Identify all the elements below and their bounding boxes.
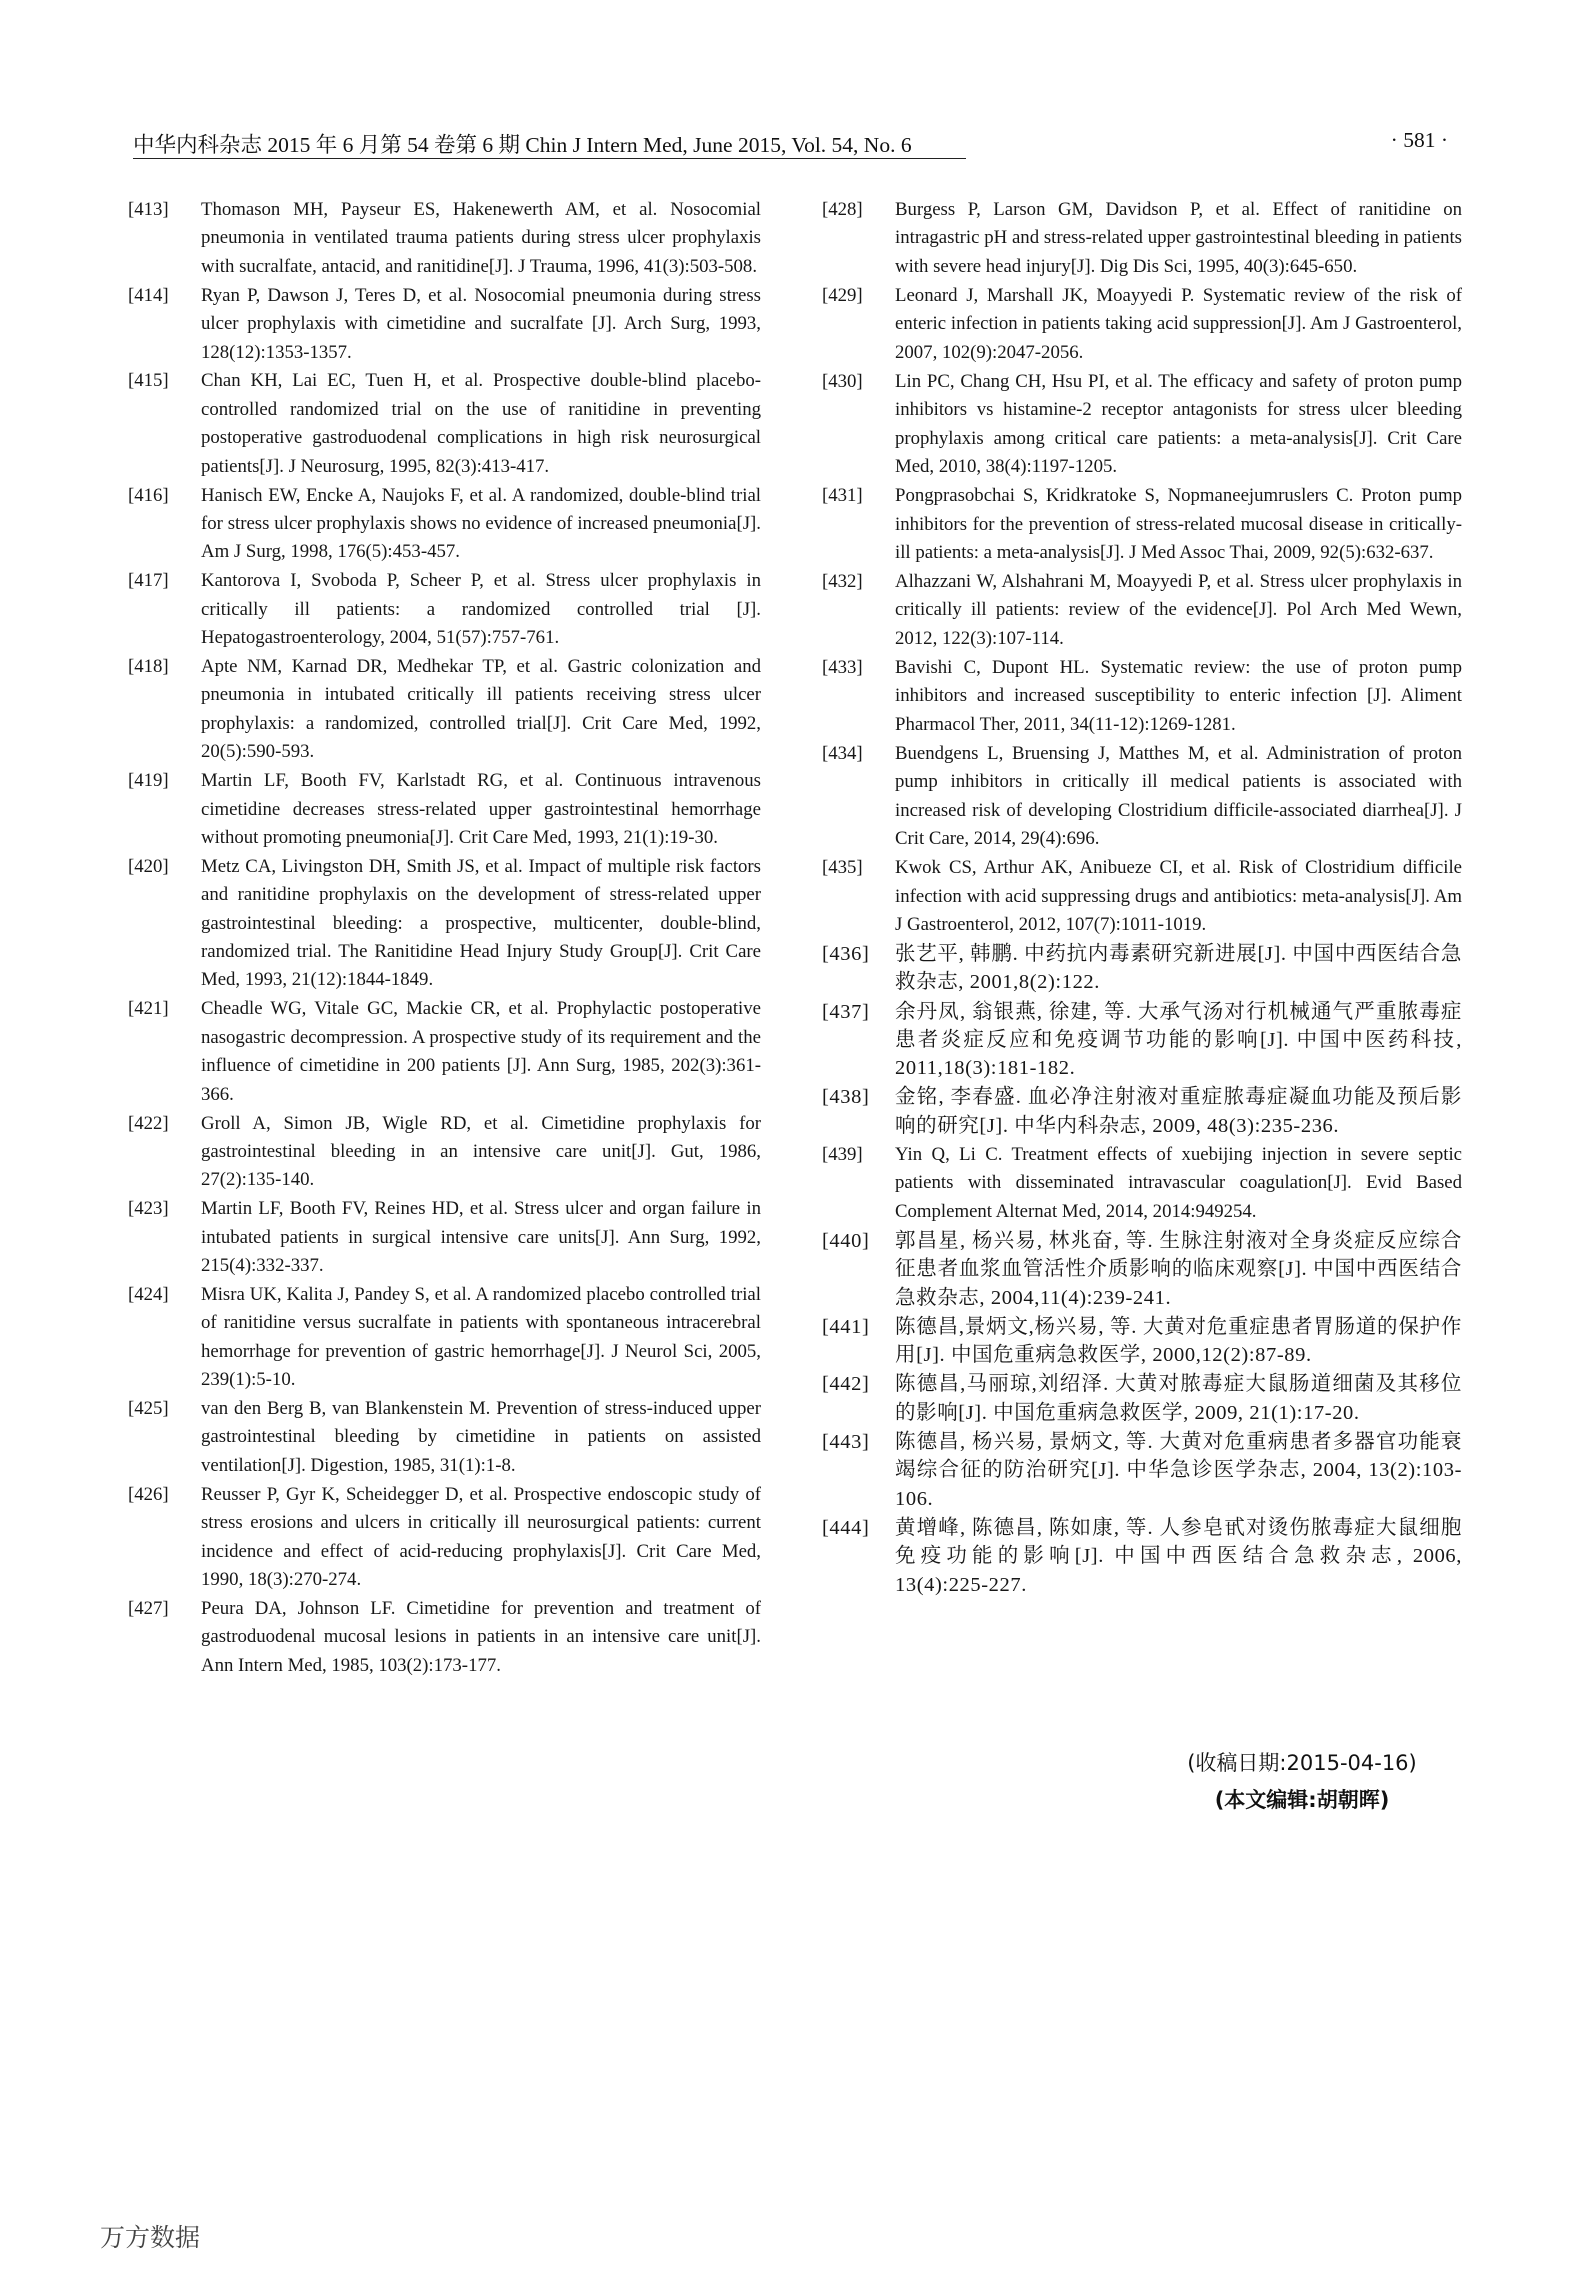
reference-text: Pongprasobchai S, Kridkratoke S, Nopmaneejumruslers C. Proton pump inhibitors for the prevention of stress-related mucosal disease in critically-ill patients: a meta-analysis[J]. J Med Assoc Thai, 2009, 92(5):632-637. bbox=[895, 485, 1462, 563]
reference-number: [429] bbox=[822, 284, 863, 306]
reference-number: [425] bbox=[128, 1398, 169, 1420]
reference-text: Metz CA, Livingston DH, Smith JS, et al. Impact of multiple risk factors and ranitidine prophylaxis on the development of stress-related upper gastrointestinal bleeding: a prospective, multicenter, double-blind, randomized trial. The Ranitidine Head Injury Study Group[J]. Crit Care Med, 1993, 21(12):1844-1849. bbox=[201, 855, 761, 991]
reference-number: [440] bbox=[822, 1229, 870, 1252]
reference-text: Kwok CS, Arthur AK, Anibueze CI, et al. Risk of Clostridium difficile infection with acid suppressing drugs and antibiotics: meta-analysis[J]. Am J Gastroenterol, 2012, 107(7):1011-1019. bbox=[895, 857, 1462, 935]
reference-item bbox=[822, 282, 1462, 367]
reference-item bbox=[822, 1428, 1462, 1513]
reference-item bbox=[822, 482, 1462, 567]
reference-item bbox=[822, 654, 1462, 739]
reference-text: Thomason MH, Payseur ES, Hakenewerth AM, et al. Nosocomial pneumonia in ventilated trauma patients during stress ulcer prophylaxis with sucralfate, antacid, and ranitidine[J]. J Trauma, 1996, 41(3):503-508. bbox=[201, 199, 761, 277]
reference-number: [441] bbox=[822, 1315, 870, 1338]
reference-item bbox=[128, 482, 761, 567]
reference-number: [438] bbox=[822, 1086, 870, 1109]
reference-text: van den Berg B, van Blankenstein M. Prevention of stress-induced upper gastrointestinal bleeding by cimetidine in patients on assisted ventilation[J]. Digestion, 1985, 31(1):1-8. bbox=[201, 1398, 761, 1476]
reference-text: 黄增峰, 陈德昌, 陈如康, 等. 人参皂甙对烫伤脓毒症大鼠细胞免疫功能的影响[J]. 中国中西医结合急救杂志, 2006, 13(4):225-227. bbox=[895, 1516, 1462, 1596]
reference-number: [415] bbox=[128, 370, 169, 392]
reference-number: [428] bbox=[822, 199, 863, 220]
reference-item bbox=[822, 940, 1462, 997]
reference-text: Martin LF, Booth FV, Reines HD, et al. Stress ulcer and organ failure in intubated patients in surgical intensive care units[J]. Ann Surg, 1992, 215(4):332-337. bbox=[201, 1198, 761, 1277]
reference-number: [424] bbox=[128, 1283, 169, 1305]
reference-text: 张艺平, 韩鹏. 中药抗内毒素研究新进展[J]. 中国中西医结合急救杂志, 2001,8(2):122. bbox=[895, 943, 1462, 994]
reference-text: Groll A, Simon JB, Wigle RD, et al. Cimetidine prophylaxis for gastrointestinal bleeding in an intensive care unit[J]. Gut, 1986, 27(2):135-140. bbox=[201, 1112, 761, 1191]
reference-text: 郭昌星, 杨兴易, 林兆奋, 等. 生脉注射液对全身炎症反应综合征患者血浆血管活性介质影响的临床观察[J]. 中国中西医结合急救杂志, 2004,11(4):239-241. bbox=[895, 1229, 1462, 1309]
reference-text: Ryan P, Dawson J, Teres D, et al. Nosocomial pneumonia during stress ulcer prophylaxis with cimetidine and sucralfate [J]. Arch Surg, 1993, 128(12):1353-1357. bbox=[201, 284, 761, 363]
reference-item bbox=[822, 368, 1462, 482]
reference-number: [439] bbox=[822, 1143, 863, 1165]
reference-text: 陈德昌, 杨兴易, 景炳文, 等. 大黄对危重病患者多器官功能衰竭综合征的防治研究[J]. 中华急诊医学杂志, 2004, 13(2):103-106. bbox=[895, 1430, 1462, 1510]
editor-note: (本文编辑:胡朝晖) bbox=[1214, 1788, 1390, 1812]
reference-number: [413] bbox=[128, 199, 169, 220]
reference-text: Burgess P, Larson GM, Davidson P, et al. Effect of ranitidine on intragastric pH and stress-related upper gastrointestinal bleeding in patients with severe head injury[J]. Dig Dis Sci, 1995, 40(3):645-650. bbox=[895, 199, 1462, 277]
reference-text: 余丹凤, 翁银燕, 徐建, 等. 大承气汤对行机械通气严重脓毒症患者炎症反应和免疫调节功能的影响[J]. 中国中医药科技, 2011,18(3):181-182. bbox=[895, 1000, 1462, 1080]
reference-number: [421] bbox=[128, 998, 169, 1020]
reference-text: Cheadle WG, Vitale GC, Mackie CR, et al. Prophylactic postoperative nasogastric decompression. A prospective study of its requirement and the influence of cimetidine in 200 patients [J]. Ann Surg, 1985, 202(3):361-366. bbox=[201, 998, 761, 1105]
reference-number: [432] bbox=[822, 571, 863, 593]
reference-text: 陈德昌,马丽琼,刘绍泽. 大黄对脓毒症大鼠肠道细菌及其移位的影响[J]. 中国危重病急救医学, 2009, 21(1):17-20. bbox=[895, 1373, 1462, 1424]
reference-number: [416] bbox=[128, 484, 169, 506]
reference-number: [427] bbox=[128, 1597, 169, 1619]
reference-text: Peura DA, Johnson LF. Cimetidine for prevention and treatment of gastroduodenal mucosal lesions in patients in an intensive care unit[J]. Ann Intern Med, 1985, 103(2):173-177. bbox=[201, 1597, 761, 1676]
reference-number: [444] bbox=[822, 1516, 870, 1539]
reference-text: Yin Q, Li C. Treatment effects of xuebijing injection in severe septic patients with disseminated intravascular coagulation[J]. Evid Based Complement Alternat Med, 2014, 2014:949254. bbox=[895, 1143, 1462, 1222]
reference-item bbox=[128, 767, 761, 852]
reference-number: [442] bbox=[822, 1373, 870, 1396]
reference-text: Martin LF, Booth FV, Karlstadt RG, et al. Continuous intravenous cimetidine decreases stress-related upper gastrointestinal hemorrhage without promoting pneumonia[J]. Crit Care Med, 1993, 21(1):19-30. bbox=[201, 770, 761, 848]
reference-item bbox=[128, 1595, 761, 1680]
reference-text: Chan KH, Lai EC, Tuen H, et al. Prospective double-blind placebo-controlled randomized trial on the use of ranitidine in preventing postoperative gastroduodenal complications in high risk neurosurgical patients[J]. J Neurosurg, 1995, 82(3):413-417. bbox=[201, 370, 761, 477]
reference-item bbox=[822, 1083, 1462, 1140]
reference-number: [422] bbox=[128, 1112, 169, 1134]
reference-item bbox=[822, 740, 1462, 854]
reference-item bbox=[822, 1313, 1462, 1370]
reference-item bbox=[128, 196, 761, 281]
reference-text: Kantorova I, Svoboda P, Scheer P, et al. Stress ulcer prophylaxis in critically ill patients: a randomized controlled trial [J]. Hepatogastroenterology, 2004, 51(57):757-761. bbox=[201, 570, 761, 649]
reference-item bbox=[128, 1195, 761, 1280]
reference-item bbox=[822, 1141, 1462, 1226]
reference-number: [430] bbox=[822, 370, 863, 392]
references-column-left bbox=[128, 196, 761, 1681]
reference-item bbox=[822, 1227, 1462, 1312]
reference-item bbox=[128, 1281, 761, 1395]
reference-number: [420] bbox=[128, 855, 169, 877]
reference-number: [434] bbox=[822, 742, 863, 764]
reference-item bbox=[128, 853, 761, 995]
reference-number: [417] bbox=[128, 570, 169, 592]
reference-item bbox=[822, 1370, 1462, 1427]
reference-item bbox=[128, 995, 761, 1109]
reference-text: Bavishi C, Dupont HL. Systematic review: the use of proton pump inhibitors and increased susceptibility to enteric infection [J]. Aliment Pharmacol Ther, 2011, 34(11-12):1269-1281. bbox=[895, 656, 1462, 735]
reference-number: [431] bbox=[822, 485, 863, 507]
reference-item bbox=[822, 568, 1462, 653]
reference-text: Leonard J, Marshall JK, Moayyedi P. Systematic review of the risk of enteric infection in patients taking acid suppression[J]. Am J Gastroenterol, 2007, 102(9):2047-2056. bbox=[895, 284, 1462, 363]
reference-text: Misra UK, Kalita J, Pandey S, et al. A randomized placebo controlled trial of ranitidine versus sucralfate in patients with spontaneous intracerebral hemorrhage for prevention of gastric hemorrhage[J]. J Neurol Sci, 2005, 239(1):5-10. bbox=[201, 1283, 761, 1391]
reference-number: [433] bbox=[822, 656, 863, 678]
reference-text: Reusser P, Gyr K, Scheidegger D, et al. Prospective endoscopic study of stress erosions and ulcers in critically ill neurosurgical patients: current incidence and effect of acid-reducing prophylaxis[J]. Crit Care Med, 1990, 18(3):270-274. bbox=[201, 1483, 761, 1590]
reference-item bbox=[128, 653, 761, 767]
running-header bbox=[133, 128, 1448, 162]
reference-number: [418] bbox=[128, 656, 169, 677]
reference-text: Alhazzani W, Alshahrani M, Moayyedi P, et al. Stress ulcer prophylaxis in critically ill patients: review of the evidence[J]. Pol Arch Med Wewn, 2012, 122(3):107-114. bbox=[895, 571, 1462, 649]
reference-item bbox=[822, 854, 1462, 939]
reference-text: 金铭, 李春盛. 血必净注射液对重症脓毒症凝血功能及预后影响的研究[J]. 中华内科杂志, 2009, 48(3):235-236. bbox=[895, 1086, 1462, 1137]
reference-item bbox=[822, 998, 1462, 1083]
reference-number: [426] bbox=[128, 1483, 169, 1505]
reference-number: [443] bbox=[822, 1430, 870, 1453]
reference-number: [437] bbox=[822, 1000, 870, 1023]
reference-item bbox=[128, 1481, 761, 1595]
reference-text: Buendgens L, Bruensing J, Matthes M, et al. Administration of proton pump inhibitors in critically ill medical patients is associated with increased risk of developing Clostridium difficile-associated diarrhea[J]. J Crit Care, 2014, 29(4):696. bbox=[895, 742, 1462, 850]
reference-text: Lin PC, Chang CH, Hsu PI, et al. The efficacy and safety of proton pump inhibitors vs histamine-2 receptor antagonists for stress ulcer bleeding prophylaxis among critical care patients: a meta-analysis[J]. Crit Care Med, 2010, 38(4):1197-1205. bbox=[895, 370, 1462, 478]
journal-citation-header: 中华内科杂志 2015 年 6 月第 54 卷第 6 期 Chin J Intern Med, June 2015, Vol. 54, No. 6 bbox=[133, 133, 912, 157]
reference-number: [423] bbox=[128, 1198, 169, 1220]
reference-text: Apte NM, Karnad DR, Medhekar TP, et al. Gastric colonization and pneumonia in intubated critically ill patients receiving stress ulcer prophylaxis: a randomized, controlled trial[J]. Crit Care Med, 1992, 20(5):590-593. bbox=[201, 656, 761, 763]
reference-item bbox=[822, 196, 1462, 281]
reference-text: 陈德昌,景炳文,杨兴易, 等. 大黄对危重症患者胃肠道的保护作用[J]. 中国危重病急救医学, 2000,12(2):87-89. bbox=[895, 1315, 1462, 1367]
reference-item bbox=[128, 1110, 761, 1195]
reference-text: Hanisch EW, Encke A, Naujoks F, et al. A randomized, double-blind trial for stress ulcer prophylaxis shows no evidence of increased pneumonia[J]. Am J Surg, 1998, 176(5):453-457. bbox=[201, 484, 761, 563]
watermark: 万方数据 bbox=[100, 2223, 201, 2252]
reference-item bbox=[822, 1514, 1462, 1599]
reference-number: [436] bbox=[822, 943, 870, 966]
page-number: · 581 · bbox=[1390, 128, 1448, 152]
reference-item bbox=[128, 367, 761, 481]
reference-number: [435] bbox=[822, 857, 863, 879]
reference-item bbox=[128, 567, 761, 652]
reference-item bbox=[128, 282, 761, 367]
header-underline bbox=[133, 158, 966, 159]
received-date: (收稿日期:2015-04-16) bbox=[1187, 1751, 1417, 1775]
reference-item bbox=[128, 1395, 761, 1480]
references-column-right bbox=[822, 196, 1462, 1600]
reference-number: [414] bbox=[128, 284, 169, 306]
reference-number: [419] bbox=[128, 770, 169, 792]
